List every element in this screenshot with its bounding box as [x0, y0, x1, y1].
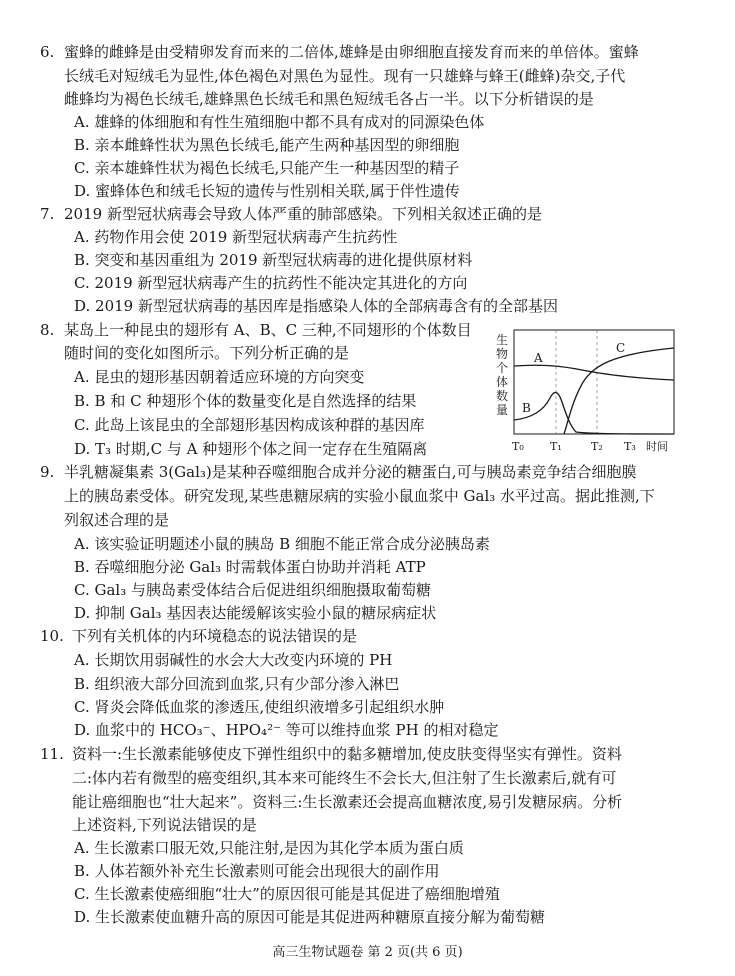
question-number: 6. [40, 43, 55, 61]
option-b: B. 突变和基因重组为 2019 新型冠状病毒的进化提供原材料 [74, 251, 473, 269]
question-stem-line: 二:体内若有微型的癌变组织,其本来可能终生不会长大,但注射了生长激素后,就有可 [72, 769, 617, 787]
option-b: B. 组织液大部分回流到血浆,只有少部分渗入淋巴 [74, 675, 400, 693]
option-a: A. 药物作用会使 2019 新型冠状病毒产生抗药性 [74, 228, 398, 246]
curve-b [514, 392, 674, 434]
option-a: A. 雄蜂的体细胞和有性生殖细胞中都不具有成对的同源染色体 [74, 113, 485, 131]
curve-c [564, 348, 674, 434]
question-stem-line: 列叙述合理的是 [64, 511, 170, 529]
question-number: 7. [40, 205, 55, 223]
option-b: B. 人体若额外补充生长激素则可能会出现很大的副作用 [74, 862, 440, 880]
x-tick-t1: T₁ [550, 440, 562, 453]
page-footer: 高三生物试题卷 第 2 页(共 6 页) [272, 945, 463, 960]
question-stem-line: 下列有关机体的内环境稳态的说法错误的是 [72, 627, 358, 645]
option-d: D. 蜜蜂体色和绒毛长短的遗传与性别相关联,属于伴性遗传 [74, 182, 460, 200]
option-b: B. 吞噬细胞分泌 Gal₃ 时需载体蛋白协助并消耗 ATP [74, 558, 426, 576]
option-a: A. 生长激素口服无效,只能注射,是因为其化学本质为蛋白质 [74, 839, 464, 857]
series-label-a: A [534, 351, 543, 365]
option-d: D. 血浆中的 HCO₃⁻、HPO₄²⁻ 等可以维持血浆 PH 的相对稳定 [74, 721, 499, 739]
option-b: B. 亲本雌蜂性状为黑色长绒毛,能产生两种基因型的卵细胞 [74, 136, 460, 154]
series-label-b: B [522, 401, 531, 415]
x-tick-t3: T₃ [624, 440, 636, 453]
option-c: C. Gal₃ 与胰岛素受体结合后促进组织细胞摄取葡萄糖 [74, 581, 431, 599]
option-c: C. 生长激素使癌细胞“壮大”的原因很可能是其促进了癌细胞增殖 [74, 885, 500, 903]
option-d: D. T₃ 时期,C 与 A 种翅形个体之间一定存在生殖隔离 [74, 440, 428, 458]
option-c: C. 此岛上该昆虫的全部翅形基因构成该种群的基因库 [74, 416, 425, 434]
question-stem-line: 随时间的变化如图所示。下列分析正确的是 [64, 344, 350, 362]
option-b: B. B 和 C 种翅形个体的数量变化是自然选择的结果 [74, 392, 417, 410]
option-a: A. 昆虫的翅形基因朝着适应环境的方向突变 [74, 368, 365, 386]
series-label-c: C [616, 341, 626, 355]
option-d: D. 2019 新型冠状病毒的基因库是指感染人体的全部病毒含有的全部基因 [74, 297, 558, 315]
question-number: 9. [40, 463, 55, 481]
option-c: C. 肾炎会降低血浆的渗透压,使组织液增多引起组织水肿 [74, 698, 445, 716]
question-stem-line: 半乳糖凝集素 3(Gal₃)是某种吞噬细胞合成并分泌的糖蛋白,可与胰岛素竞争结合细胞膜 [64, 463, 637, 481]
question-number: 11. [40, 745, 64, 763]
y-axis-label-char: 物 [496, 347, 509, 361]
question-stem-line: 蜜蜂的雌蜂是由受精卵发育而来的二倍体,雄蜂是由卵细胞直接发育而来的单倍体。蜜蜂 [64, 43, 639, 61]
population-figure [492, 322, 684, 460]
question-number: 8. [40, 321, 55, 339]
y-axis-label-char: 数 [496, 389, 509, 403]
question-stem-line: 上的胰岛素受体。研究发现,某些患糖尿病的实验小鼠血浆中 Gal₃ 水平过高。据此推测,下 [64, 487, 655, 505]
x-tick-t0: T₀ [512, 440, 524, 453]
question-stem-line: 资料一:生长激素能够使皮下弹性组织中的黏多糖增加,使皮肤变得坚实有弹性。资料 [72, 745, 622, 763]
question-stem-line: 某岛上一种昆虫的翅形有 A、B、C 三种,不同翅形的个体数目 [64, 321, 472, 339]
y-axis-label-char: 生 [496, 333, 509, 347]
plot-frame [514, 330, 674, 434]
y-axis-label-char: 个 [496, 361, 509, 375]
option-a: A. 长期饮用弱碱性的水会大大改变内环境的 PH [74, 651, 393, 669]
question-stem-line: 能让癌细胞也“壮大起来”。资料三:生长激素还会提高血糖浓度,易引发糖尿病。分析 [72, 793, 623, 811]
question-stem-line: 长绒毛对短绒毛为显性,体色褐色对黑色为显性。现有一只雄蜂与蜂王(雌蜂)杂交,子代 [64, 67, 626, 85]
y-axis-label-char: 体 [496, 375, 509, 389]
question-stem-line: 2019 新型冠状病毒会导致人体严重的肺部感染。下列相关叙述正确的是 [64, 205, 542, 223]
option-c: C. 2019 新型冠状病毒产生的抗药性不能决定其进化的方向 [74, 274, 468, 292]
option-d: D. 生长激素使血糖升高的原因可能是其促进两种糖原直接分解为葡萄糖 [74, 908, 546, 926]
curve-a [514, 365, 674, 380]
option-a: A. 该实验证明题述小鼠的胰岛 B 细胞不能正常合成分泌胰岛素 [74, 535, 490, 553]
option-d: D. 抑制 Gal₃ 基因表达能缓解该实验小鼠的糖尿病症状 [74, 604, 437, 622]
question-stem-line: 雌蜂均为褐色长绒毛,雄蜂黑色长绒毛和黑色短绒毛各占一半。以下分析错误的是 [64, 90, 594, 108]
y-axis-label-char: 量 [496, 403, 509, 417]
x-tick-t2: T₂ [591, 440, 603, 453]
population-curves-diagram [492, 322, 684, 460]
option-c: C. 亲本雄蜂性状为褐色长绒毛,只能产生一种基因型的精子 [74, 159, 460, 177]
x-axis-label: 时间 [646, 440, 668, 453]
question-stem-line: 上述资料,下列说法错误的是 [72, 816, 257, 834]
question-number: 10. [40, 627, 64, 645]
